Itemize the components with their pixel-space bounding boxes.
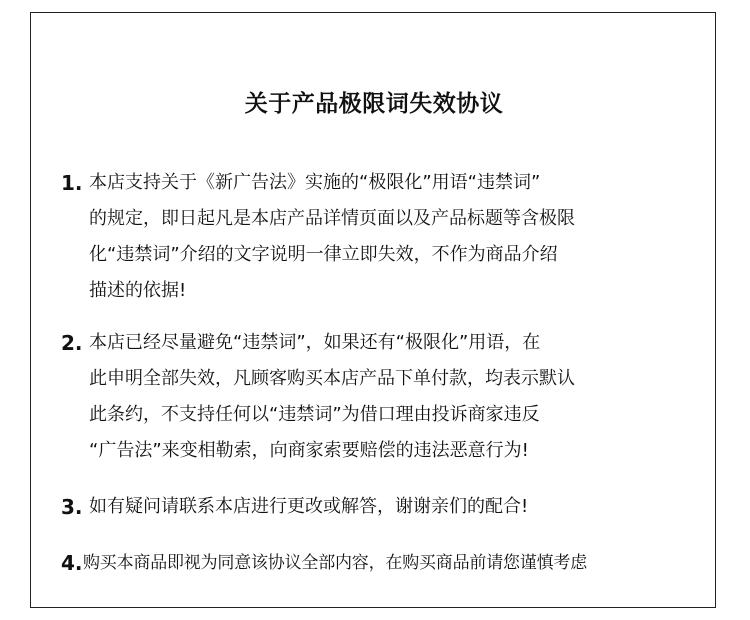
- clause-3: [61, 489, 711, 525]
- clause-line: “广告法”来变相勒索，向商家索要赔偿的违法恶意行为!: [89, 440, 529, 461]
- clause-line: 购买本商品即视为同意该协议全部内容，在购买商品前请您谨慎考虑: [83, 553, 587, 573]
- clause-text: [61, 325, 711, 469]
- clause-text: [61, 165, 711, 309]
- clause-1: [61, 165, 711, 309]
- clause-line: 化“违禁词”介绍的文字说明一律立即失效，不作为商品介绍: [89, 244, 558, 265]
- clause-number: 1.: [61, 171, 83, 195]
- clause-line: 此条约，不支持任何以“违禁词”为借口理由投诉商家违反: [89, 404, 540, 425]
- clause-line: 此申明全部失效，凡顾客购买本店产品下单付款，均表示默认: [89, 368, 575, 389]
- clause-text: [61, 545, 711, 581]
- clause-number: 2.: [61, 331, 83, 355]
- clause-number: 3.: [61, 495, 83, 519]
- clause-number: 4.: [61, 551, 83, 575]
- clause-line: 描述的依据!: [89, 280, 187, 301]
- clause-line: 本店已经尽量避免“违禁词”，如果还有“极限化”用语，在: [89, 332, 541, 353]
- clause-text: [61, 489, 711, 525]
- clause-line: 的规定，即日起凡是本店产品详情页面以及产品标题等含极限: [89, 208, 575, 229]
- clause-line: 本店支持关于《新广告法》实施的“极限化”用语“违禁词”: [89, 172, 541, 193]
- clause-2: [61, 325, 711, 469]
- clause-line: 如有疑问请联系本店进行更改或解答，谢谢亲们的配合!: [89, 496, 529, 517]
- notice-frame: [30, 12, 716, 608]
- clause-4: [61, 545, 711, 581]
- notice-title: 关于产品极限词失效协议: [244, 91, 504, 117]
